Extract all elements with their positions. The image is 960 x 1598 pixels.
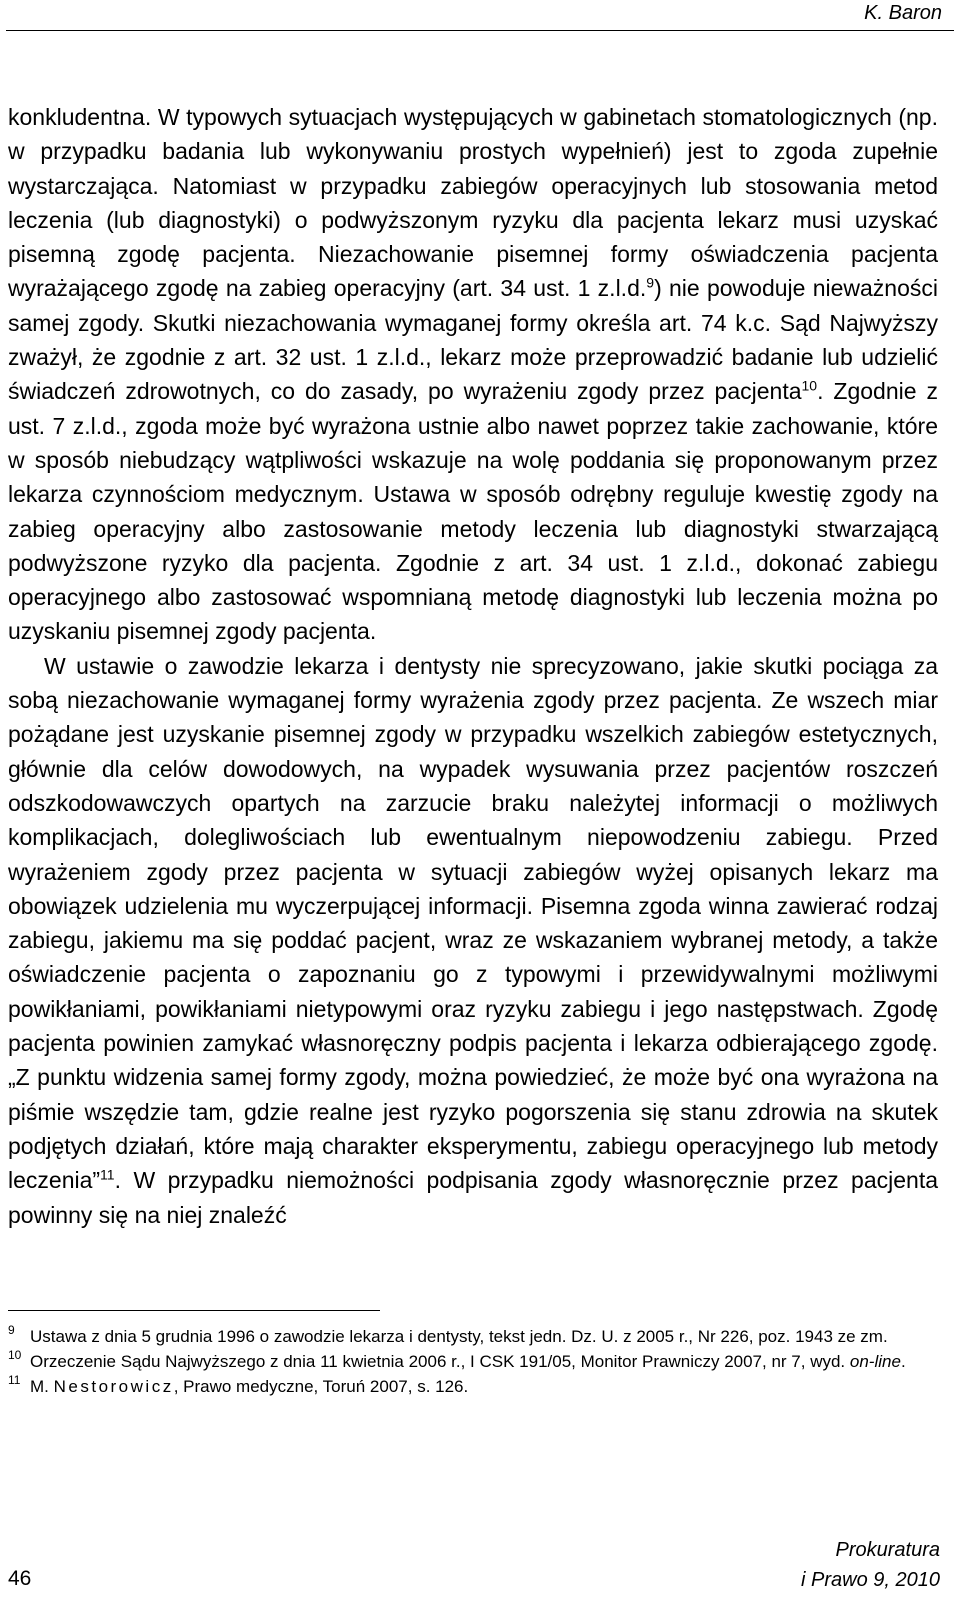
footnote-9 [8, 1324, 938, 1349]
footnote-author-surname: Nestorowicz [53, 1377, 174, 1396]
paragraph-text: W ustawie o zawodzie lekarza i dentysty nie sprecyzowano, jakie skutki pociąga za sobą niezachowanie wymaganej formy wyrażenia zgody przez pacjenta. Ze wszech miar pożądane jest uzyskanie pisemnej zgody w przypadku wszelkich zabiegów estetycznych, głównie dla celów dowodowych, na wypadek wysuwania przez pacjentów roszczeń odszkodowawczych opartych na zarzucie braku należytej informacji o możliwych komplikacjach, dolegliwościach lub ewentualnym niepowodzeniu zabiegu. Przed wyrażeniem zgody przez pacjenta w sytuacji zabiegów wyżej opisanych lekarz ma obowiązek udzielenia mu wyczerpującej informacji. Pisemna zgoda winna zawierać rodzaj zabiegu, jakiemu ma się poddać pacjent, wraz ze wskazaniem wybranej metody, a także oświadczenie pacjenta o zapoznaniu go z typowymi i przewidywalnymi możliwymi powikłaniami, powikłaniami nietypowymi oraz ryzyku zabiegu i jego następstwach. Zgodę pacjenta powinien zamykać własnoręczny podpis pacjenta i lekarza odbierającego zgodę. „Z punktu widzenia samej formy zgody, można powiedzieć, że może być ona wyrażona na piśmie wszędzie tam, gdzie realne jest ryzyko pogorszenia się stanu zdrowia na skutek podjętych działań, które mają charakter eksperymentu, zabiegu operacyjnego lub metody leczenia” [8, 652, 938, 1194]
journal-title-line-2: i Prawo 9, 2010 [801, 1569, 940, 1591]
footnote-ref-10[interactable]: 10 [801, 377, 818, 394]
footnote-text: Ustawa z dnia 5 grudnia 1996 o zawodzie lekarza i dentysty, tekst jedn. Dz. U. z 2005 r., Nr 226, poz. 1943 ze zm. [30, 1327, 888, 1346]
footnote-author-initial: M. [30, 1377, 54, 1396]
header-rule [6, 30, 954, 31]
paragraph-1 [8, 100, 938, 649]
body-text [8, 100, 938, 1232]
footnote-number: 9 [8, 1323, 15, 1337]
footnote-text: , Prawo medyczne, Toruń 2007, s. 126. [173, 1377, 469, 1396]
paragraph-text: . W przypadku niemożności podpisania zgody własnoręcznie przez pacjenta powinny się na niej znaleźć [8, 1167, 938, 1228]
footnote-italic-text: on-line [849, 1352, 901, 1371]
paragraph-text: . Zgodnie z ust. 7 z.l.d., zgoda może być wyrażona ustnie albo nawet poprzez takie zachowanie, które w sposób niebudzący wątpliwości wskazuje na wolę poddania się proponowanym przez lekarza czynnościom medycznym. Ustawa w sposób odrębny reguluje kwestię zgody na zabieg operacyjny albo zastosowanie metody leczenia lub diagnostyki stwarzającą podwyższone ryzyko dla pacjenta. Zgodnie z art. 34 ust. 1 z.l.d., dokonać zabiegu operacyjnego albo zastosować wspomnianą metodę diagnostyki lub leczenia można po uzyskaniu pisemnej zgody pacjenta. [8, 378, 938, 645]
paragraph-text: ) nie powoduje nieważności samej zgody. Skutki niezachowania wymaganej formy określa art. 74 k.c. Sąd Najwyższy zważył, że zgodnie z art. 32 ust. 1 z.l.d., lekarz może przeprowadzić badanie lub udzielić świadczeń zdrowotnych, co do zasady, po wyrażeniu zgody przez pacjenta [8, 275, 938, 405]
journal-title-line-1: Prokuratura [835, 1539, 940, 1561]
footnote-number: 11 [8, 1373, 21, 1387]
paragraph-text: konkludentna. W typowych sytuacjach występujących w gabinetach stomatologicznych (np. w przypadku badania lub wykonywaniu prostych wypełnień) jest to zgoda zupełnie wystarczająca. Natomiast w przypadku zabiegów operacyjnych lub stosowania metod leczenia (lub diagnostyki) o podwyższonym ryzyku dla pacjenta lekarz musi uzyskać pisemną zgodę pacjenta. Niezachowanie pisemnej formy oświadczenia pacjenta wyrażającego zgodę na zabieg operacyjny (art. 34 ust. 1 z.l.d. [8, 104, 938, 302]
footnote-10 [8, 1349, 938, 1374]
paragraph-2 [8, 649, 938, 1232]
footnote-ref-11[interactable]: 11 [100, 1166, 115, 1183]
footnote-11 [8, 1374, 938, 1399]
footnotes [8, 1324, 938, 1399]
footnote-separator [8, 1310, 380, 1311]
running-header-author: K. Baron [864, 2, 942, 24]
journal-title [801, 1535, 940, 1595]
footnote-number: 10 [8, 1348, 22, 1362]
page-number: 46 [8, 1567, 32, 1590]
footnote-text-end: . [900, 1352, 906, 1371]
footnote-ref-9[interactable]: 9 [646, 274, 655, 291]
footnote-text: Orzeczenie Sądu Najwyższego z dnia 11 kwietnia 2006 r., I CSK 191/05, Monitor Prawniczy 2007, nr 7, wyd. [30, 1352, 850, 1371]
